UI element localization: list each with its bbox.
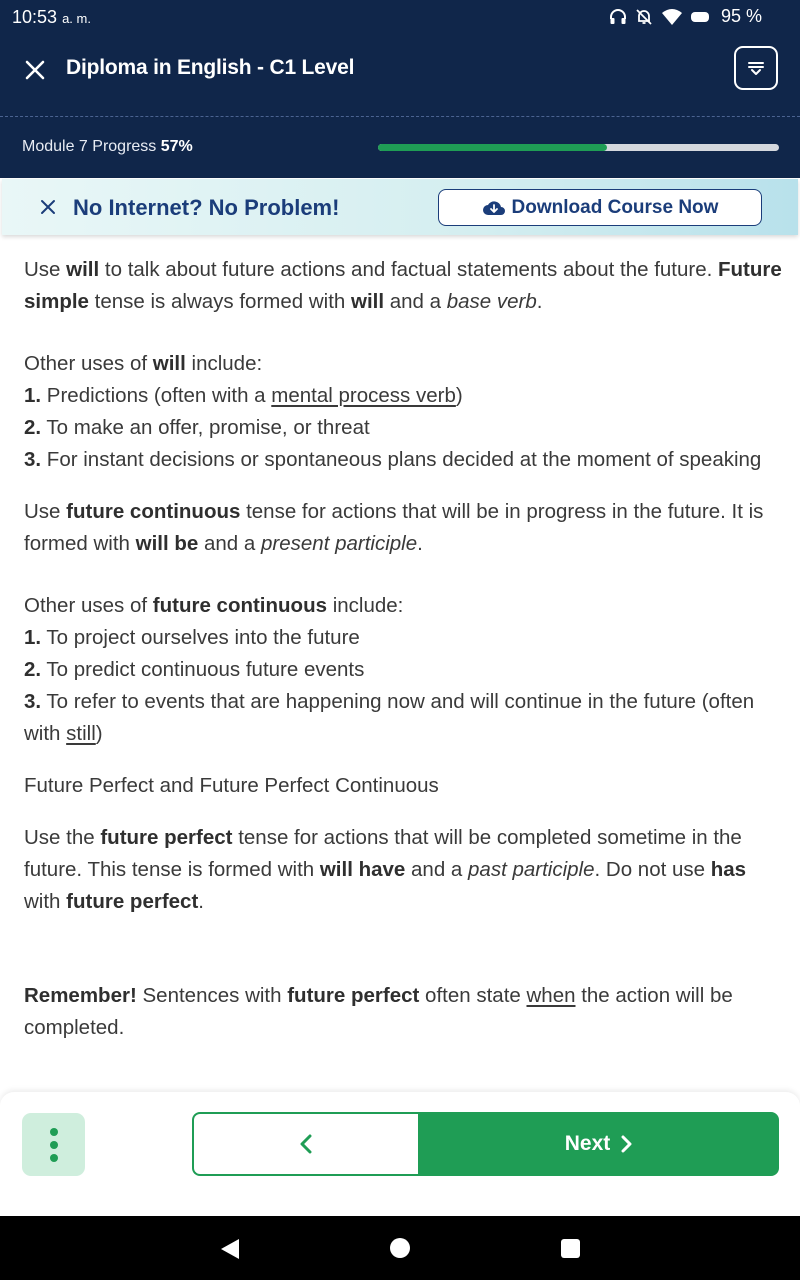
dismiss-banner-icon[interactable]: [40, 199, 56, 215]
system-nav-bar: [0, 1216, 800, 1280]
status-time: [12, 7, 91, 28]
paragraph-remember: Remember! Sentences with future perfect often state when the action will be completed.: [24, 984, 733, 1039]
previous-button[interactable]: [192, 1112, 418, 1176]
app-header: [0, 34, 800, 178]
mental-process-verb-link[interactable]: mental process verb: [271, 384, 456, 407]
next-label: Next: [564, 1132, 611, 1155]
battery-percent: 95 %: [720, 6, 762, 26]
list-item: 1. To project ourselves into the future: [24, 626, 360, 649]
close-icon[interactable]: [24, 59, 46, 81]
paragraph-future-continuous: Use future continuous tense for actions that will be in progress in the future. It is formed with will be and a present participle.: [24, 500, 764, 555]
more-options-button[interactable]: [22, 1113, 85, 1176]
course-menu-button[interactable]: [734, 46, 778, 90]
module-progress-text: Module 7 Progress: [22, 138, 157, 155]
module-progress-label: [22, 138, 193, 156]
lesson-nav-bar: [0, 1092, 800, 1216]
list-item: 1. Predictions (often with a mental process verb): [24, 384, 463, 407]
paragraph-future-perfect: Use the future perfect tense for actions that will be completed sometime in the future. This tense is formed with will have and a past participle. Do not use has with future perfect.: [24, 826, 747, 913]
still-link[interactable]: still: [66, 722, 96, 745]
chevron-left-icon: [299, 1133, 313, 1155]
status-time-ampm: a. m.: [62, 11, 91, 26]
module-progress-fill: [378, 144, 607, 151]
banner-message: No Internet? No Problem!: [73, 195, 340, 220]
list-item: 3. To refer to events that are happening now and will continue in the future (often with still): [24, 690, 755, 745]
list-item: 2. To predict continuous future events: [24, 658, 365, 681]
status-time-value: 10:53: [12, 7, 58, 27]
when-link[interactable]: when: [526, 984, 576, 1007]
chevron-right-icon: [620, 1134, 632, 1154]
offline-banner: [2, 179, 798, 235]
lesson-nav-buttons: [192, 1112, 779, 1176]
bell-off-icon: [635, 8, 653, 26]
home-icon[interactable]: [390, 1238, 410, 1258]
menu-dropdown-icon: [746, 60, 766, 76]
lesson-content: [24, 254, 784, 1044]
more-dot: [50, 1128, 58, 1136]
course-title: Diploma in English - C1 Level: [66, 56, 355, 79]
section-heading: Future Perfect and Future Perfect Continuous: [24, 774, 439, 797]
module-progress-value: 57%: [160, 138, 193, 155]
back-icon[interactable]: [220, 1238, 240, 1260]
paragraph-continuous-uses-intro: Other uses of future continuous include:: [24, 594, 404, 617]
paragraph-future-simple: Use will to talk about future actions and factual statements about the future. Future simple tense is always formed with will and a base verb.: [24, 258, 782, 313]
wifi-icon: [661, 8, 683, 26]
list-item: 3. For instant decisions or spontaneous plans decided at the moment of speaking: [24, 448, 762, 471]
list-item: 2. To make an offer, promise, or threat: [24, 416, 370, 439]
recent-apps-icon[interactable]: [561, 1239, 580, 1258]
download-course-label: Download Course Now: [511, 196, 719, 218]
download-course-button[interactable]: [438, 189, 762, 226]
more-dot: [50, 1141, 58, 1149]
battery-icon: [691, 11, 709, 23]
divider: [0, 116, 800, 117]
status-icons: [609, 6, 762, 27]
module-progress-bar: [378, 144, 779, 151]
more-dot: [50, 1154, 58, 1162]
status-bar: [0, 0, 800, 34]
next-button[interactable]: [418, 1112, 779, 1176]
cloud-download-icon: [482, 199, 506, 217]
headset-icon: [609, 8, 627, 26]
paragraph-will-uses-intro: Other uses of will include:: [24, 352, 263, 375]
